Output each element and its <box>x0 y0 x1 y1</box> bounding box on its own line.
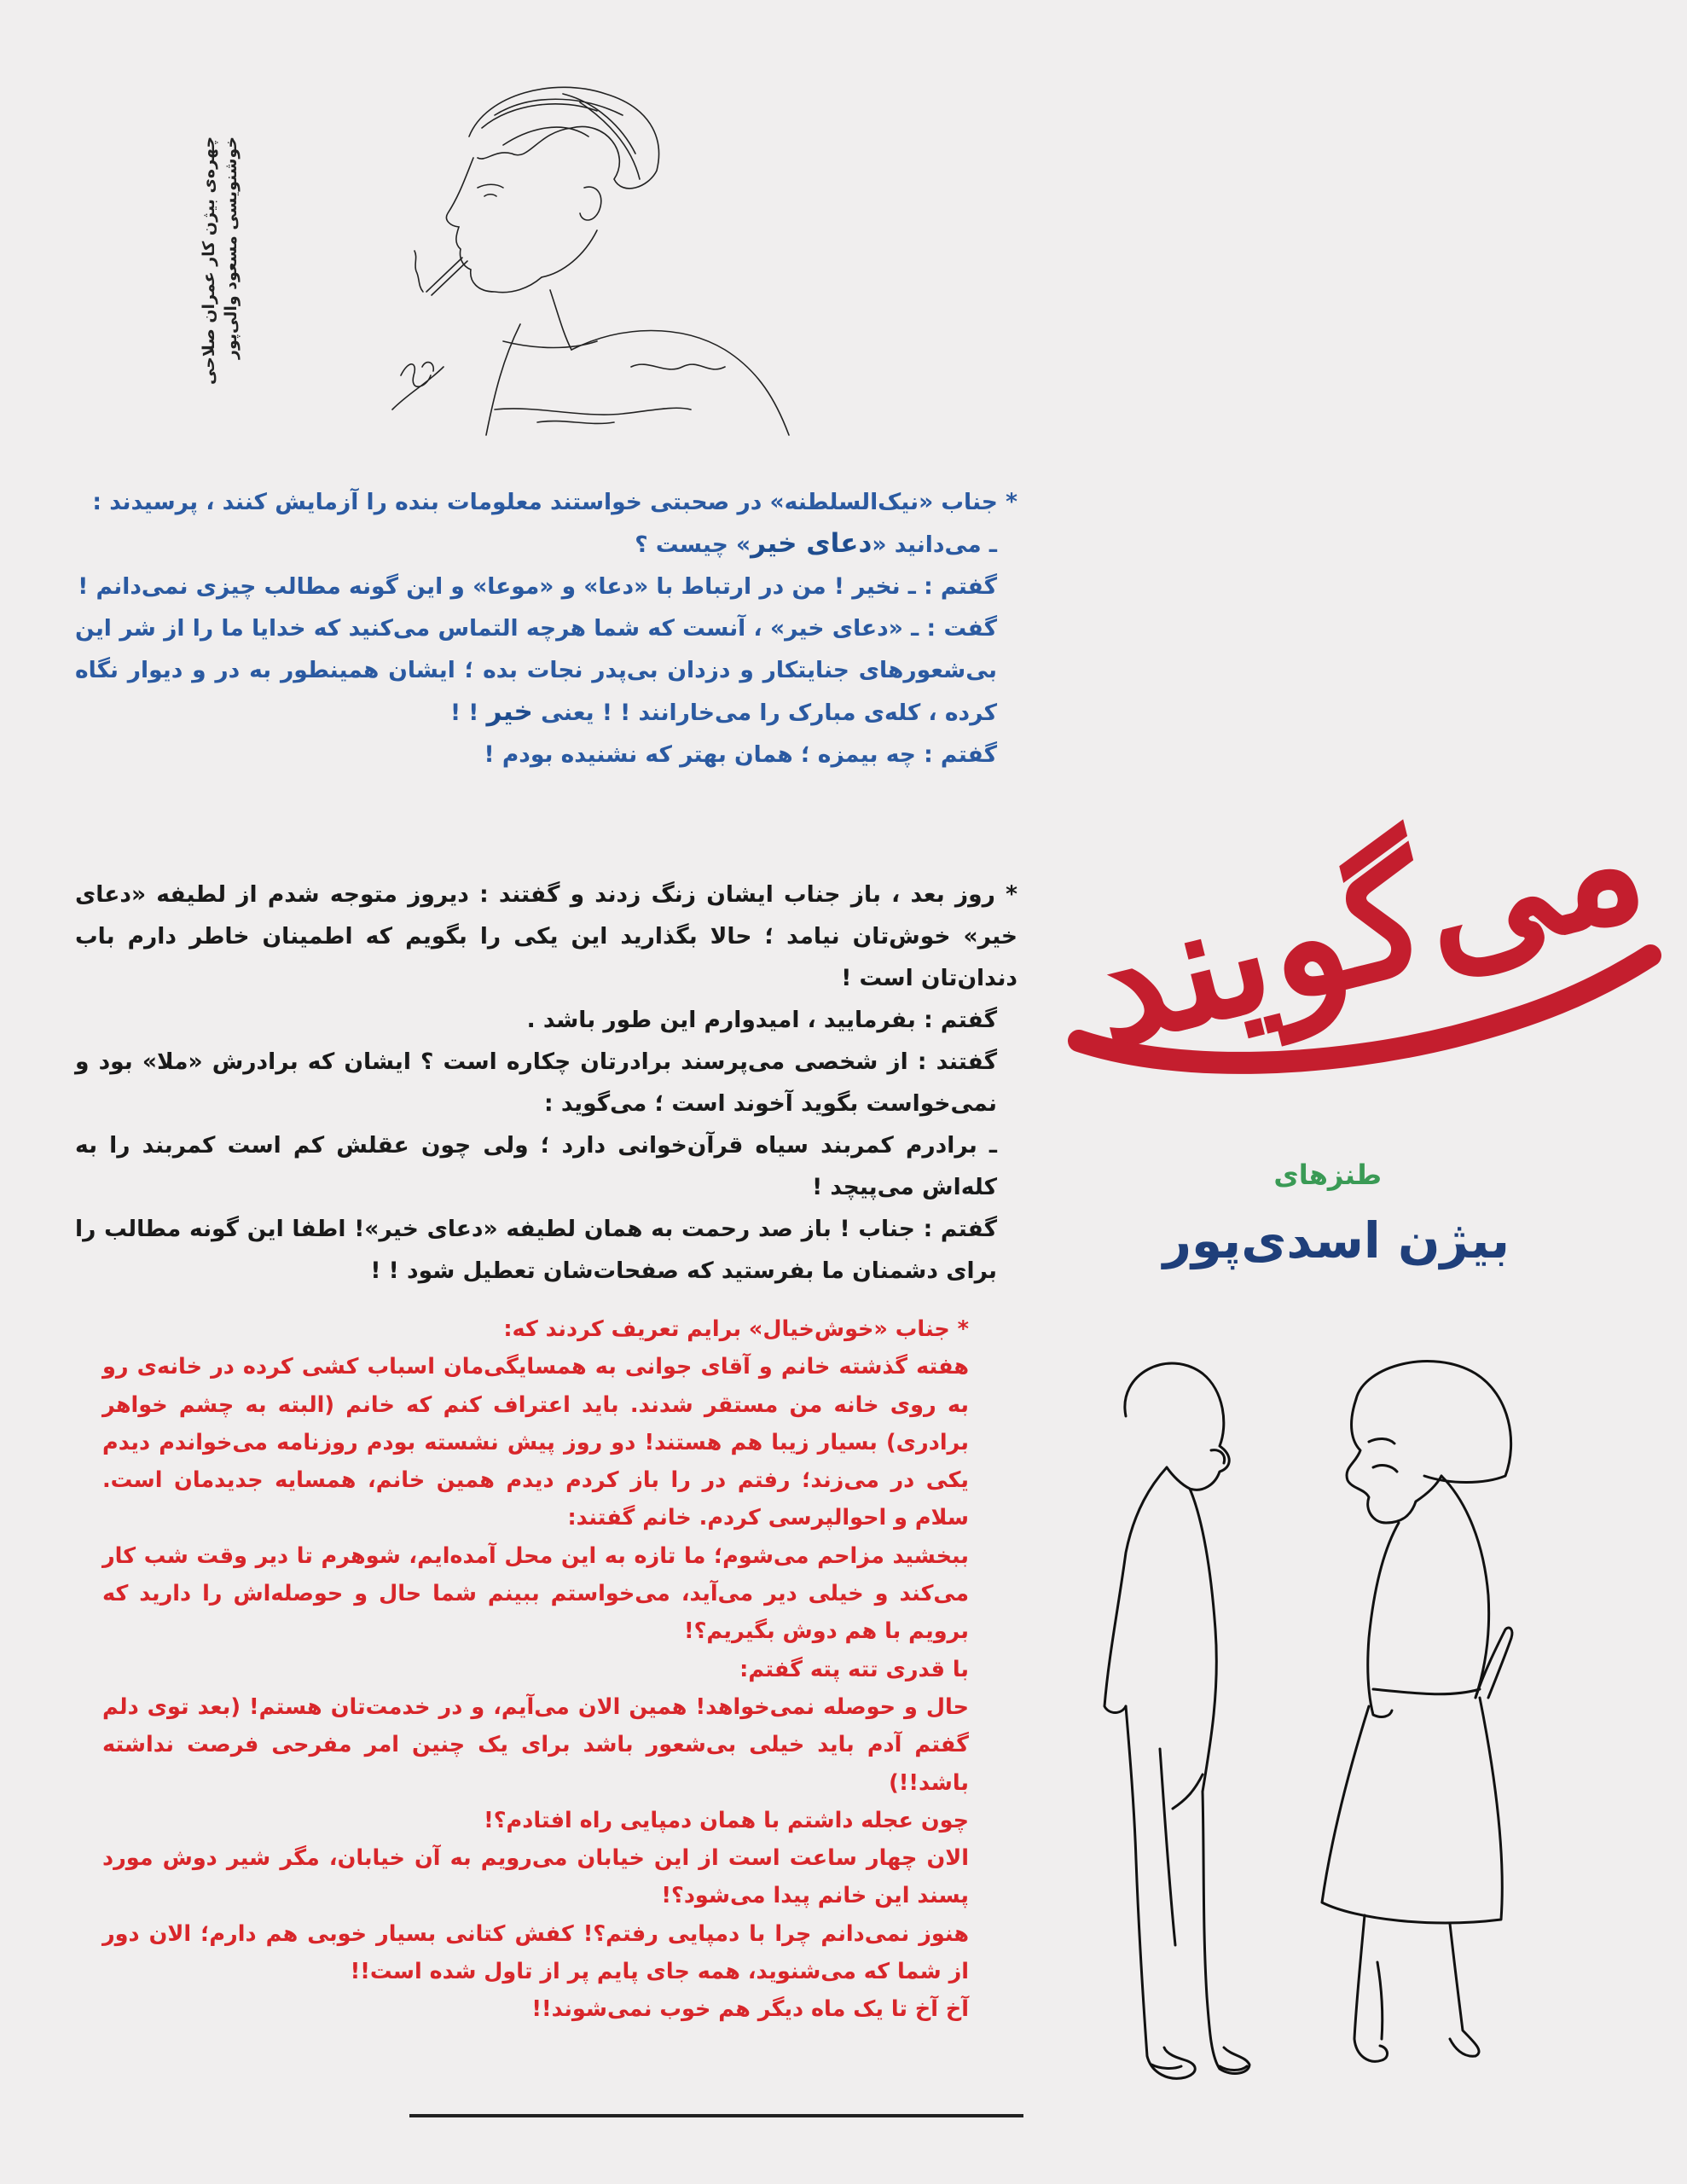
keyword-kheir: خیر <box>486 696 533 727</box>
sec3-p3: ببخشید مزاحم می‌شوم؛ ما تازه به این محل آمده‌ایم، شوهرم تا دیر وقت شب کار می‌کند و خیلی دیر می‌آید، می‌خواستم ببینم شما حال و حوصله‌اش را دارید که برویم با هم دوش بگیریم؟! <box>102 1542 969 1645</box>
subtitle: طنزهای <box>1273 1159 1382 1191</box>
sec1-p3: گفتم : ـ نخیر ! من در ارتباط با «دعا» و «موعا» و این گونه مطالب چیزی نمی‌دانم ! <box>78 573 997 600</box>
portrait-sketch-icon <box>367 68 810 444</box>
sec3-p8: هنوز نمی‌دانم چرا با دمپایی رفتم؟! کفش کتانی بسیار خوبی هم دارم؛ الان دور از شما که می‌شنوید، همه جای پایم پر از تاول شده است!! <box>102 1920 969 1985</box>
sec1-p2: ـ می‌دانید «دعای خیر» چیست ؟ <box>635 528 997 559</box>
sec1-p4: گفت : ـ «دعای خیر» ، آنست که شما هرچه التماس می‌کنید که خدایا ما را از شر این بی‌شعورهای جنایتکار و دزدان بی‌پدر نجات بده ؛ ایشان همینطور به در و دیوار نگاه کرده ، کله‌ی مبارک را می‌خارانند ! ! یعنی خیر ! ! <box>75 615 997 727</box>
credit-line-2: خوشنویسی مسعود والی‌پور <box>222 136 241 360</box>
sec2-p1: * روز بعد ، باز جناب ایشان زنگ زدند و گفتند : دیروز متوجه شدم از لطیفه «دعای خیر» خوش‌تان نیامد ؛ حالا بگذارید این یکی را بگویم که اطمینان خاطر دارم باب دندان‌تان است ! <box>75 881 1017 991</box>
image-credit <box>198 136 249 461</box>
title-main: می‌گویند <box>1070 763 1661 1084</box>
keyword-doa: دعای خیر <box>751 528 872 559</box>
sec3-p4: با قدری تته پته گفتم: <box>739 1656 969 1682</box>
sec2-p3: گفتند : از شخصی می‌پرسند برادرتان چکاره است ؟ ایشان که برادرش «ملا» بود و نمی‌خواست بگوید آخوند است ؛ می‌گوید : <box>75 1048 997 1117</box>
sec3-p9: آخ آخ تا یک ماه دیگر هم خوب نمی‌شوند!! <box>531 1996 969 2023</box>
sec1-p5: گفتم : چه بیمزه ؛ همان بهتر که نشنیده بودم ! <box>484 741 997 768</box>
sec3-p2: هفته گذشته خانم و آقای جوانی به همسایگی‌مان اسباب کشی کرده در خانه‌ی رو به روی خانه من مستقر شدند. باید اعتراف کنم که خانم (البته به چشم خواهر برادری) بسیار زیبا هم هستند! دو روز پیش نشسته بودم روزنامه می‌خواندم دیدم یکی در می‌زند؛ رفتم در را باز کردم دیدم همین خانم، همسایه جدیدمان است. سلام و احوالپرسی کردم. خانم گفتند: <box>102 1354 969 1531</box>
couple-sketch-icon <box>1075 1348 1586 2116</box>
section-3 <box>102 1310 989 2029</box>
sec3-p5: حال و حوصله نمی‌خواهد! همین الان می‌آیم، و در خدمت‌تان هستم! (بعد توی دلم گفتم آدم باید خیلی بی‌شعور باشد برای یک چنین امر مفرحی فرصت نداشته باشد!!) <box>102 1693 969 1796</box>
section-1 <box>75 481 1017 775</box>
section-2 <box>75 874 1017 1292</box>
sec2-p2: گفتم : بفرمایید ، امیدوارم این طور باشد . <box>526 1007 997 1033</box>
divider-rule <box>409 2114 1023 2117</box>
credit-line-1: چهره‌ی بیژن کار عمران صلاحی <box>200 136 218 386</box>
sec1-p1: * جناب «نیک‌السلطنه» در صحبتی خواستند معلومات بنده را آزمایش کنند ، پرسیدند : <box>92 489 1017 515</box>
sec3-p1: * جناب «خوش‌خیال» برایم تعریف کردند که: <box>503 1316 969 1342</box>
sec3-p7: الان چهار ساعت است از این خیابان می‌رویم به آن خیابان، مگر شیر دوش مورد پسند این خانم پیدا می‌شود؟! <box>102 1845 969 1909</box>
sec3-p6: چون عجله داشتم با همان دمپایی راه افتادم؟! <box>484 1807 969 1833</box>
author-name: بیژن اسدی‌پور <box>1162 1211 1510 1269</box>
title-calligraphy <box>1053 700 1667 1109</box>
sec2-p4: ـ برادرم کمربند سیاه قرآن‌خوانی دارد ؛ ولی چون عقلش کم است کمربند را به کله‌اش می‌پیچد ! <box>75 1132 997 1200</box>
sec2-p5: گفتم : جناب ! باز صد رحمت به همان لطیفه «دعای خیر»! اطفا این گونه مطالب را برای دشمنان ما بفرستید که صفحات‌شان تعطیل شود ! ! <box>75 1216 997 1284</box>
